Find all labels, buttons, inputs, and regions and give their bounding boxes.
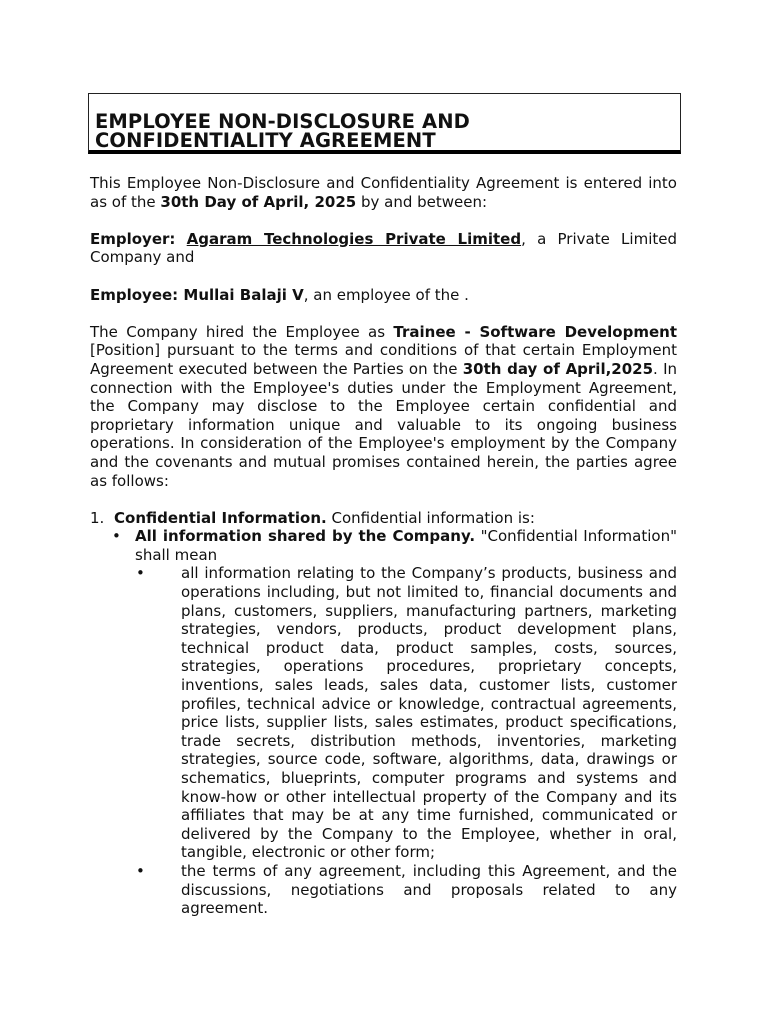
section-1: [90, 509, 677, 528]
section-number: 1.: [90, 508, 105, 527]
bullet-icon: •: [112, 527, 121, 546]
employee-rest: , an employee of the .: [303, 285, 469, 304]
document-title: [95, 110, 470, 152]
employee-label: Employee: Mullai Balaji V: [90, 285, 304, 304]
hire-text-1: The Company hired the Employee as: [90, 322, 394, 341]
list-item-text: the terms of any agreement, including this Agreement, and the discussions, negotiations and proposals related to any agreement.: [181, 861, 677, 918]
list-item: [90, 862, 677, 918]
title-box: [88, 93, 681, 154]
title-line-2: CONFIDENTIALITY AGREEMENT: [95, 128, 436, 152]
employee-paragraph: [90, 286, 677, 305]
sub-heading: All information shared by the Company.: [135, 527, 476, 546]
list-item: [90, 564, 677, 862]
title-line-1: EMPLOYEE NON-DISCLOSURE AND: [95, 110, 470, 133]
bullet-icon: •: [136, 861, 145, 880]
hire-text-2: [Position] pursuant to the terms and conditions of that certain Employment Agreement executed between the Parties on the: [90, 341, 677, 378]
employer-name: Agaram Technologies Private Limited: [186, 229, 522, 248]
hire-date: 30th day of April,2025: [462, 359, 654, 378]
intro-paragraph: [90, 174, 677, 211]
bullet-icon: •: [136, 564, 145, 583]
section-heading-line: [114, 509, 677, 528]
hire-paragraph: [90, 323, 677, 490]
sub-list-item: [90, 527, 677, 564]
intro-date: 30th Day of April, 2025: [160, 192, 357, 211]
employer-label: Employer:: [90, 229, 176, 248]
section-text: Confidential information is:: [326, 508, 535, 527]
section-heading: Confidential Information.: [114, 508, 327, 527]
employer-paragraph: [90, 230, 677, 267]
sub-item-paragraph: [135, 527, 677, 564]
hire-position: Trainee - Software Development: [393, 322, 677, 341]
sub-text: "Confidential Information" shall mean: [135, 527, 677, 564]
intro-text-2: by and between:: [356, 192, 488, 211]
hire-text-3: . In connection with the Employee's duties under the Employment Agreement, the Company may disclose to the Employee certain confidential and proprietary information unique and valuable to its ongoing business operations. In consideration of the Employee's employment by the Company and the covenants and mutual promises contained herein, the parties agree as follows:: [90, 359, 678, 490]
document-body: [90, 174, 677, 918]
list-item-text: all information relating to the Company’s products, business and operations including, but not limited to, financial documents and plans, customers, suppliers, manufacturing partners, marketing strategies, vendors, products, product development plans, technical product data, product samples, costs, sources, strategies, operations procedures, proprietary concepts, inventions, sales leads, sales data, customer lists, customer profiles, technical advice or knowledge, contractual agreements, price lists, supplier lists, sales estimates, product specifications, trade secrets, distribution methods, inventories, marketing strategies, source code, software, algorithms, data, drawings or schematics, blueprints, computer programs and systems and know-how or other intellectual property of the Company and its affiliates that may be at any time furnished, communicated or delivered by the Company to the Employee, whether in oral, tangible, electronic or other form;: [181, 564, 677, 862]
intro-text-1: This Employee Non-Disclosure and Confidentiality Agreement is entered into as of the: [90, 174, 677, 211]
employer-rest: , a Private Limited Company and: [90, 229, 677, 267]
